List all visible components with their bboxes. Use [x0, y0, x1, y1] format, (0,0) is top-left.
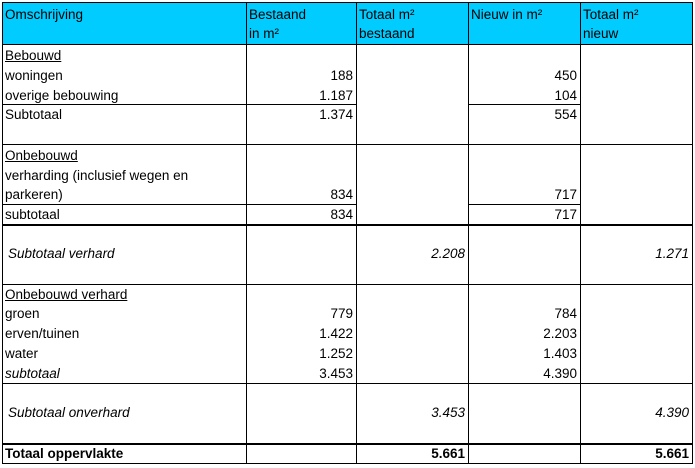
row-bestaand: 1.252 — [319, 346, 353, 361]
subtotal-nieuw: 4.390 — [543, 366, 577, 381]
row-bestaand: 1.422 — [319, 326, 353, 341]
subtotaal-onverhard-label: Subtotaal onverhard — [8, 405, 130, 420]
grid-hline — [2, 284, 693, 285]
verharding-nieuw: 717 — [554, 187, 577, 202]
grid-vline — [692, 2, 693, 464]
row-bestaand: 779 — [330, 306, 353, 321]
grid-hline — [2, 224, 693, 226]
header-nieuw: Nieuw in m² — [471, 7, 543, 22]
row-label: erven/tuinen — [5, 326, 80, 341]
subtotaal-verhard-bestaand: 2.208 — [431, 246, 465, 261]
subtotaal-onverhard-bestaand: 3.453 — [431, 405, 465, 420]
row-label: groen — [5, 306, 40, 321]
row-nieuw: 2.203 — [543, 326, 577, 341]
subtotal-label: subtotaal — [5, 366, 60, 381]
totaal-label: Totaal oppervlakte — [5, 446, 124, 461]
grid-vline — [246, 2, 247, 464]
grid-vline — [2, 2, 3, 464]
grid-hline — [2, 2, 693, 3]
row-label: woningen — [5, 68, 63, 83]
row-nieuw: 784 — [554, 306, 577, 321]
subtotal-bestaand: 1.374 — [319, 107, 353, 122]
grid-hline — [468, 104, 580, 105]
row-nieuw: 450 — [554, 68, 577, 83]
section-title-onbebouwd-verhard: Onbebouwd verhard — [5, 287, 128, 302]
subtotal-label: Subtotaal — [5, 107, 63, 122]
grid-hline — [468, 204, 580, 205]
header-totaal-bestaand-line2: bestaand — [359, 26, 415, 41]
header-totaal-nieuw-line1: Totaal m² — [583, 7, 639, 22]
verharding-bestaand: 834 — [330, 187, 353, 202]
row-label: overige bebouwing — [5, 88, 119, 103]
subtotal-nieuw: 717 — [554, 207, 577, 222]
grid-hline — [2, 144, 693, 145]
grid-hline — [2, 463, 693, 464]
totaal-nieuw: 5.661 — [655, 446, 689, 461]
section-title-onbebouwd: Onbebouwd — [5, 148, 78, 163]
header-totaal-nieuw-line2: nieuw — [583, 26, 619, 41]
subtotal-bestaand: 3.453 — [319, 366, 353, 381]
subtotaal-verhard-label: Subtotaal verhard — [8, 246, 115, 261]
verharding-label-line1: verharding (inclusief wegen en — [5, 168, 189, 183]
subtotal-bestaand: 834 — [330, 207, 353, 222]
totaal-bestaand: 5.661 — [431, 446, 465, 461]
grid-hline — [2, 204, 356, 205]
grid-vline — [580, 2, 581, 464]
grid-vline — [468, 2, 469, 464]
grid-hline — [2, 44, 693, 45]
subtotal-label: subtotaal — [5, 207, 60, 222]
grid-hline — [2, 443, 693, 445]
subtotaal-onverhard-nieuw: 4.390 — [655, 405, 689, 420]
header-omschrijving: Omschrijving — [5, 7, 84, 22]
subtotal-nieuw: 554 — [554, 107, 577, 122]
row-bestaand: 1.187 — [319, 88, 353, 103]
row-bestaand: 188 — [330, 68, 353, 83]
section-title-bebouwd: Bebouwd — [5, 48, 62, 63]
row-nieuw: 104 — [554, 88, 577, 103]
header-totaal-bestaand-line1: Totaal m² — [359, 7, 415, 22]
grid-hline — [2, 383, 693, 384]
header-bestaand-line1: Bestaand — [249, 7, 307, 22]
row-label: water — [5, 346, 39, 361]
header-bestaand-line2: in m² — [249, 26, 279, 41]
verharding-label-line2: parkeren) — [5, 187, 63, 202]
row-nieuw: 1.403 — [543, 346, 577, 361]
grid-hline — [2, 104, 356, 105]
grid-vline — [356, 2, 357, 464]
subtotaal-verhard-nieuw: 1.271 — [655, 246, 689, 261]
